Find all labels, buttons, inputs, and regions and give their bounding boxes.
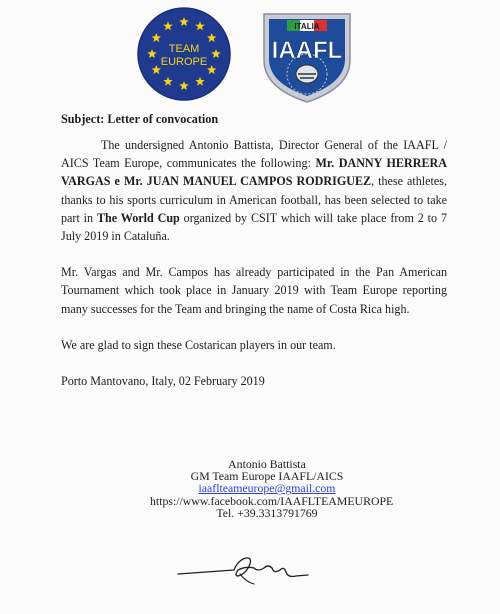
letter-body: [61, 112, 447, 390]
paragraph-pan-american: Mr. Vargas and Mr. Campos has already participated in the Pan American Tournament which took place in January 2019 with Team Europe reporting many successes for the Team and bringing the name of Costa Rica high.: [61, 265, 447, 316]
header-logos: [0, 0, 500, 105]
facebook-url[interactable]: https://www.facebook.com/IAAFLTEAMEUROPE: [150, 493, 394, 508]
handwritten-signature: [176, 548, 311, 586]
iaafl-logo-main-text: IAAFL: [271, 37, 343, 64]
signer-name: Antonio Battista: [228, 457, 306, 471]
team-europe-logo: [136, 6, 232, 102]
place-date: Porto Mantovano, Italy, 02 February 2019: [61, 374, 265, 389]
team-europe-logo-text2: EUROPE: [160, 56, 208, 68]
team-europe-logo-text1: TEAM: [168, 43, 200, 55]
p1-text-b: , these athletes, thanks to his sports curriculum in American football, has been selected to take part in: [61, 174, 447, 225]
signature-block: [150, 457, 394, 520]
phone-number: Tel. +39.3313791769: [216, 505, 318, 520]
letter-subject: Subject: Letter of convocation: [61, 112, 219, 126]
paragraph-convocation: [61, 136, 447, 245]
paragraph-glad: We are glad to sign these Costarican players in our team.: [61, 337, 336, 352]
iaafl-italia-logo: [260, 6, 354, 104]
athlete-names: Mr. DANNY HERRERA VARGAS e Mr. JUAN MANUEL CAMPOS RODRIGUEZ: [61, 156, 447, 189]
iaafl-logo-top-text: ITALIA: [294, 22, 320, 31]
signer-title: GM Team Europe IAAFL/AICS: [190, 469, 344, 484]
p1-text-c: organized by CSIT which will take place from 2 to 7 July 2019 in Cataluña.: [61, 210, 447, 244]
event-name: The World Cup: [96, 210, 180, 225]
p1-text-a: The undersigned Antonio Battista, Director General of the IAAFL / AICS Team Europe, communicates the following:: [61, 138, 447, 171]
email-link[interactable]: iaaflteameurope@gmail.com: [198, 481, 336, 496]
